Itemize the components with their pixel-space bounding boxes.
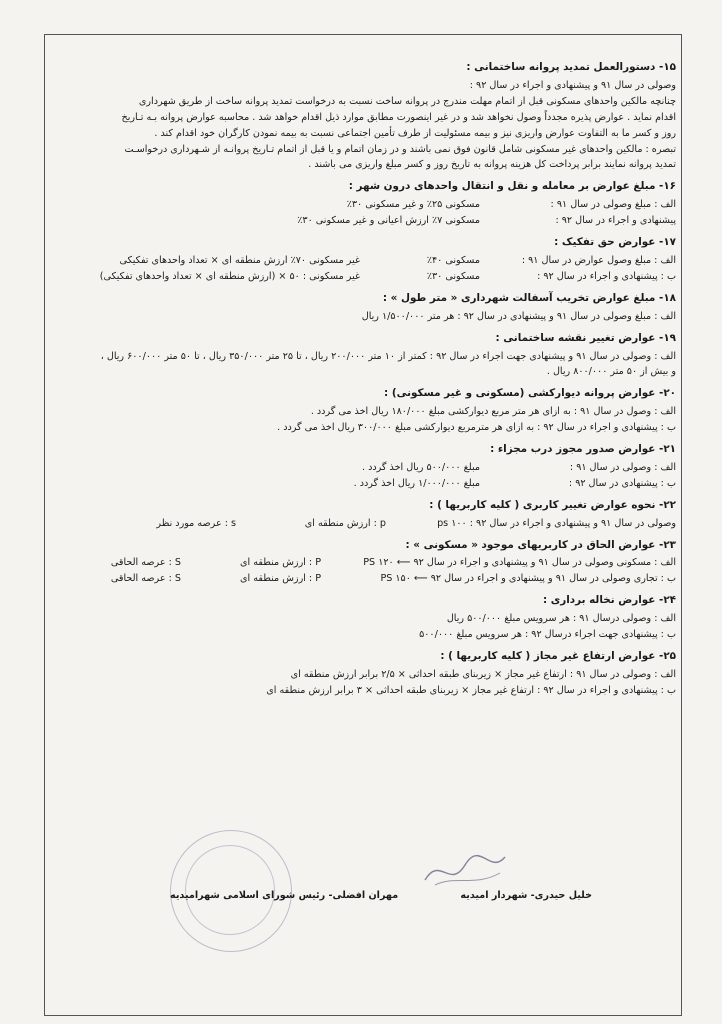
table-row [52, 253, 676, 269]
row-label: ب : تجاری وصولی در سال ۹۱ و پیشنهادی و اجراء در سال ۹۲ ⟵ ۱۵۰ PS [380, 573, 676, 585]
text-line: روز و کسر ما به التفاوت عوارض واریزی نیز و بیمه مسئولیت از طرف تأمین اجتماعی نسبت به بیمه نمودن کارگران خود اقدام کند . [154, 127, 676, 139]
section-title: ۲۱- عوارض صدور مجوز درب مجزاء : [490, 443, 676, 456]
row-value-extra: غیر مسکونی ۷۰٪ ارزش منطقه ای × تعداد واحدهای تفکیکی [119, 254, 360, 266]
row-label: وصولی در سال ۹۱ و پیشنهادی و اجراء در سال ۹۲ : ۱۰۰ ps [437, 517, 676, 529]
section-19 [52, 331, 676, 381]
row-value: مبلغ ۵۰۰/۰۰۰ ریال اخذ گردد . [361, 461, 480, 473]
text-line: الف : وصولی در سال ۹۱ و پیشنهادی جهت اجراء در سال ۹۲ : کمتر از ۱۰ متر ۲۰۰/۰۰۰ ریال ، تا ۲۵ متر ۳۵۰/۰۰۰ ریال ، تا ۵۰ متر ۶۰۰/۰۰۰ ریال ، [100, 350, 676, 362]
section-22 [52, 498, 676, 532]
text-line: الف : وصول در سال ۹۱ : به ازای هر متر مربع دیوارکشی مبلغ ۱۸۰/۰۰۰ ریال اخذ می گردد . [310, 406, 676, 418]
section-15 [52, 60, 676, 173]
text-line: و بیش از ۵۰ متر ۸۰۰/۰۰۰ ریال . [546, 366, 676, 378]
table-row [52, 571, 676, 587]
section-title: ۲۳- عوارض الحاق در کاربریهای موجود « مسکونی » : [405, 538, 676, 551]
row-value: مسکونی ۴۰٪ [426, 254, 480, 266]
mayor-signature: خلیل حیدری- شهردار امیدیه [460, 890, 592, 901]
row-value: مسکونی ۲۵٪ و غیر مسکونی ۳۰٪ [346, 199, 480, 211]
row-value-extra: S : عرصه الحاقی [110, 557, 181, 569]
section-18 [52, 291, 676, 325]
section-title: ۱۵- دستورالعمل تمدید پروانه ساختمانی : [466, 61, 676, 73]
row-value-extra: S : عرصه الحاقی [110, 573, 181, 585]
section-title: ۲۰- عوارض پروانه دیوارکشی (مسکونی و غیر مسکونی) : [384, 387, 676, 400]
section-23 [52, 538, 676, 588]
text-line: تمدید پروانه نمایند برابر پرداخت کل هزینه پروانه به تاریخ روز و کسر مبلغ واریزی می باشند . [308, 159, 676, 171]
section-title: ۱۷- عوارض حق تفکیک : [554, 236, 676, 249]
table-row [52, 516, 676, 532]
text-line: اقدام نماید . عوارض پذیره مجدداً وصول نخواهد شد و در غیر اینصورت مطابق موارد ذیل اقدام خواهد شد . محاسبه عوارض پروانه بـه تـاریخ [121, 111, 676, 123]
row-value: P : ارزش منطقه ای [240, 557, 321, 569]
row-label: الف : مبلغ وصول عوارض در سال ۹۱ : [521, 254, 676, 266]
row-value: مبلغ ۱/۰۰۰/۰۰۰ ریال اخذ گردد . [353, 477, 480, 489]
section-20 [52, 386, 676, 436]
table-row [52, 460, 676, 476]
row-label: پیشنهادی و اجراء در سال ۹۲ : [555, 215, 676, 227]
row-label: الف : مسکونی وصولی در سال ۹۱ و پیشنهادی و اجراء در سال ۹۲ ⟵ ۱۲۰ PS [363, 557, 676, 569]
text-line: ب : پیشنهادی جهت اجراء درسال ۹۲ : هر سرویس مبلغ ۵۰۰/۰۰۰ [419, 629, 676, 641]
section-title: ۱۸- مبلغ عوارض تخریب آسفالت شهرداری « متر طول » : [382, 291, 676, 304]
row-label: الف : مبلغ وصولی در سال ۹۱ : [550, 199, 676, 211]
row-value-extra: غیر مسکونی : ۵۰ × (ارزش منطقه ای × تعداد واحدهای تفکیکی) [99, 270, 360, 282]
row-label: الف : وصولی در سال ۹۱ : [569, 461, 676, 473]
row-value: مسکونی ۷٪ ارزش اعیانی و غیر مسکونی ۳۰٪ [297, 215, 480, 227]
text-line: الف : وصولی درسال ۹۱ : هر سرویس مبلغ ۵۰۰/۰۰۰ ریال [446, 613, 676, 625]
text-line: الف : وصولی در سال ۹۱ : ارتفاع غیر مجاز × زیربنای طبقه احداثی × ۲/۵ برابر ارزش منطقه ای [290, 668, 676, 680]
text-line: ب : پیشنهادی و اجراء در سال ۹۲ : ارتفاع غیر مجاز × زیربنای طبقه احداثی × ۳ برابر ارزش منطقه ای [266, 684, 676, 696]
section-24 [52, 593, 676, 643]
text-line: وصولی در سال ۹۱ و پیشنهادی و اجراء در سال ۹۲ : [469, 79, 676, 91]
table-row [52, 555, 676, 571]
table-row [52, 476, 676, 492]
table-row [52, 197, 676, 213]
row-value: مسکونی ۳۰٪ [426, 270, 480, 282]
signature-scribble [420, 845, 510, 895]
section-title: ۲۲- نحوه عوارض تغییر کاربری ( کلیه کاربریها ) : [429, 498, 676, 511]
section-21 [52, 442, 676, 492]
section-title: ۲۵- عوارض ارتفاع غیر مجاز ( کلیه کاربریها ) : [440, 650, 676, 662]
text-line: چنانچه مالکین واحدهای مسکونی قبل از اتمام مهلت مندرج در پروانه ساخت نسبت به درخواست تمدید پروانه ساخت از طریق شهرداری [138, 95, 676, 107]
row-value: P : ارزش منطقه ای [240, 573, 321, 585]
section-16 [52, 179, 676, 229]
text-line: الف : مبلغ وصولی در سال ۹۱ و پیشنهادی در سال ۹۲ : هر متر ۱/۵۰۰/۰۰۰ ریال [361, 310, 676, 322]
section-25 [52, 649, 676, 699]
table-row [52, 213, 676, 229]
row-label: ب : پیشنهادی و اجراء در سال ۹۲ : [537, 270, 676, 282]
text-line: تبصره : مالکین واحدهای غیر مسکونی شامل قانون فوق نمی باشند و در زمان اتمام و یا قبل از اتمام تـاریخ پروانـه از شـهرداری درخواسـت [124, 143, 676, 155]
council-head-signature: مهران افضلی- رئیس شورای اسلامی شهرامیدیه [170, 890, 399, 901]
section-title: ۱۶- مبلغ عوارض بر معامله و نقل و انتقال واحدهای درون شهر : [348, 180, 676, 193]
section-17 [52, 235, 676, 285]
table-row [52, 269, 676, 285]
text-line: ب : پیشنهادی و اجراء در سال ۹۲ : به ازای هر مترمربع دیوارکشی مبلغ ۳۰۰/۰۰۰ ریال اخذ می گردد . [277, 422, 676, 434]
row-value-extra: s : عرصه مورد نظر [156, 517, 236, 529]
row-value: p : ارزش منطقه ای [304, 517, 386, 529]
document-body [52, 60, 676, 705]
row-label: ب : پیشنهادی در سال ۹۲ : [568, 477, 676, 489]
section-title: ۲۴- عوارض نخاله برداری : [542, 594, 676, 607]
section-title: ۱۹- عوارض تغییر نقشه ساختمانی : [495, 331, 676, 344]
